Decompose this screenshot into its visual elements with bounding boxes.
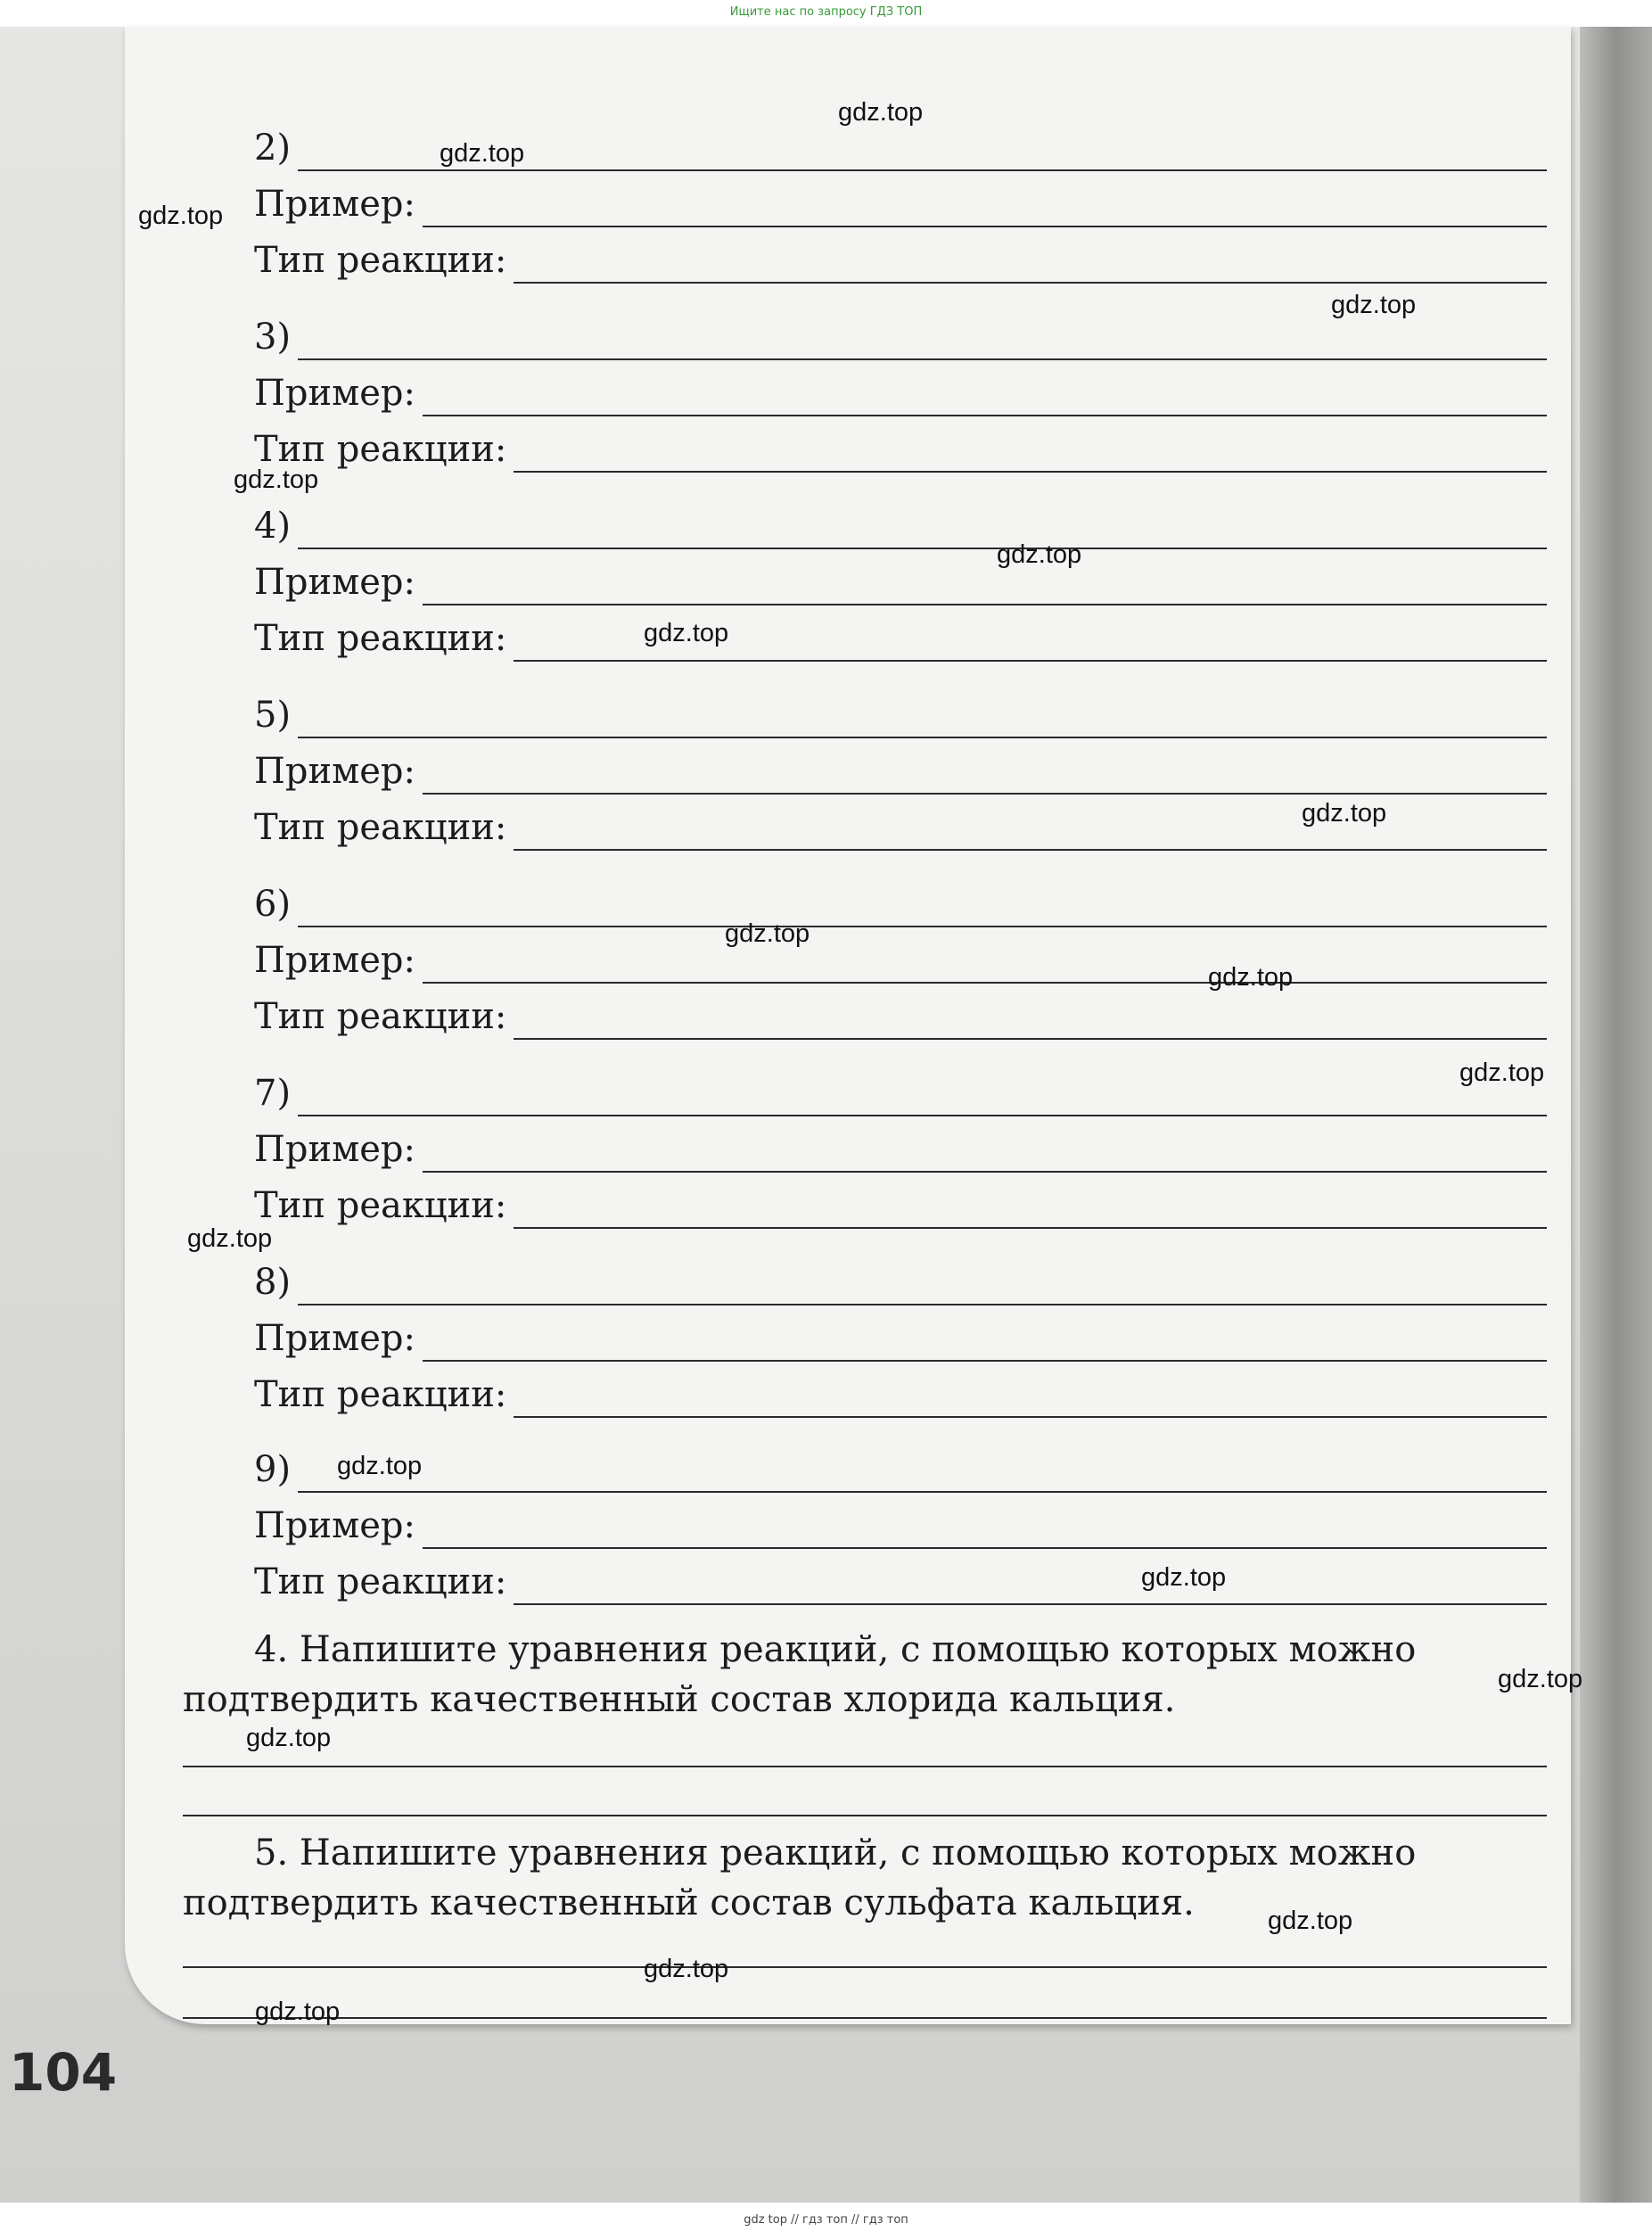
item-4-example-line	[254, 559, 1547, 605]
example-label: Пример:	[254, 751, 416, 792]
task-4-line-1: 4. Напишите уравнения реакций, с помощью которых можно	[254, 1629, 1417, 1670]
watermark: gdz.top	[246, 1724, 332, 1752]
watermark: gdz.top	[1268, 1907, 1353, 1935]
task-4	[183, 1625, 1547, 1725]
item-9-example-line	[254, 1503, 1547, 1549]
item-5-example-line	[254, 748, 1547, 795]
item-6-example-line	[254, 937, 1547, 984]
example-label: Пример:	[254, 1505, 416, 1546]
reaction-type-label: Тип реакции:	[254, 429, 507, 470]
item-6-type-line	[254, 993, 1547, 1040]
item-9-number-line	[254, 1446, 1547, 1493]
answer-line[interactable]	[298, 514, 1547, 549]
watermark: gdz.top	[187, 1224, 273, 1253]
answer-line[interactable]	[423, 381, 1547, 416]
example-label: Пример:	[254, 373, 416, 414]
answer-line[interactable]	[298, 1270, 1547, 1305]
answer-line[interactable]	[423, 570, 1547, 605]
item-number: 9)	[254, 1449, 292, 1490]
answer-line[interactable]	[514, 1382, 1547, 1418]
item-9-type-line	[254, 1559, 1547, 1605]
watermark: gdz.top	[1459, 1058, 1545, 1087]
item-5-number-line	[254, 692, 1547, 738]
watermark: gdz.top	[1331, 291, 1417, 319]
top-banner[interactable]: Ищите нас по запросу ГДЗ ТОП	[729, 5, 923, 19]
item-number: 5)	[254, 695, 292, 736]
answer-line[interactable]	[298, 892, 1547, 927]
watermark: gdz.top	[255, 1997, 341, 2026]
item-8-number-line	[254, 1259, 1547, 1305]
item-3-example-line	[254, 370, 1547, 416]
answer-line[interactable]	[298, 325, 1547, 360]
item-3-type-line	[254, 426, 1547, 473]
item-7-type-line	[254, 1182, 1547, 1229]
answer-line[interactable]	[514, 1193, 1547, 1229]
answer-line[interactable]	[514, 248, 1547, 284]
item-number: 3)	[254, 317, 292, 358]
answer-blank-line[interactable]	[183, 2017, 1547, 2019]
reaction-type-label: Тип реакции:	[254, 1185, 507, 1226]
item-number: 7)	[254, 1073, 292, 1114]
watermark: gdz.top	[1498, 1665, 1583, 1693]
item-number: 4)	[254, 506, 292, 547]
watermark: gdz.top	[644, 1955, 729, 1983]
example-label: Пример:	[254, 940, 416, 981]
answer-line[interactable]	[423, 759, 1547, 795]
example-label: Пример:	[254, 184, 416, 225]
example-label: Пример:	[254, 1318, 416, 1359]
item-7-number-line	[254, 1070, 1547, 1116]
answer-line[interactable]	[423, 1326, 1547, 1362]
book-spine-edge	[1580, 27, 1652, 2203]
watermark: gdz.top	[838, 98, 924, 127]
item-8-type-line	[254, 1371, 1547, 1418]
watermark: gdz.top	[337, 1452, 423, 1480]
footer-banner: gdz top // гдз топ // гдз топ	[744, 2213, 908, 2227]
watermark: gdz.top	[644, 619, 729, 647]
watermark: gdz.top	[725, 919, 810, 948]
task-4-line-2: подтвердить качественный состав хлорида кальция.	[183, 1679, 1176, 1720]
item-number: 6)	[254, 884, 292, 925]
answer-line[interactable]	[423, 1137, 1547, 1173]
item-3-number-line	[254, 314, 1547, 360]
answer-blank-line[interactable]	[183, 1966, 1547, 1968]
watermark: gdz.top	[1208, 963, 1294, 992]
watermark: gdz.top	[440, 139, 525, 168]
item-8-example-line	[254, 1315, 1547, 1362]
example-label: Пример:	[254, 562, 416, 603]
answer-line[interactable]	[298, 703, 1547, 738]
task-5-line-1: 5. Напишите уравнения реакций, с помощью которых можно	[254, 1833, 1417, 1874]
item-4-type-line	[254, 615, 1547, 662]
item-7-example-line	[254, 1126, 1547, 1173]
item-4-number-line	[254, 503, 1547, 549]
reaction-type-label: Тип реакции:	[254, 996, 507, 1037]
reaction-type-label: Тип реакции:	[254, 807, 507, 848]
answer-blank-line[interactable]	[183, 1815, 1547, 1816]
task-5-line-2: подтвердить качественный состав сульфата кальция.	[183, 1882, 1195, 1923]
reaction-type-label: Тип реакции:	[254, 618, 507, 659]
answer-line[interactable]	[514, 1004, 1547, 1040]
watermark: gdz.top	[234, 465, 319, 494]
watermark: gdz.top	[1302, 799, 1387, 828]
answer-blank-line[interactable]	[183, 1766, 1547, 1767]
reaction-type-label: Тип реакции:	[254, 1561, 507, 1602]
answer-line[interactable]	[423, 192, 1547, 227]
answer-line[interactable]	[298, 1457, 1547, 1493]
item-2-type-line	[254, 237, 1547, 284]
watermark: gdz.top	[1141, 1563, 1227, 1592]
reaction-type-label: Тип реакции:	[254, 240, 507, 281]
answer-line[interactable]	[514, 437, 1547, 473]
reaction-type-label: Тип реакции:	[254, 1374, 507, 1415]
item-number: 8)	[254, 1262, 292, 1303]
item-number: 2)	[254, 128, 292, 169]
answer-line[interactable]	[514, 815, 1547, 851]
example-label: Пример:	[254, 1129, 416, 1170]
answer-line[interactable]	[423, 1513, 1547, 1549]
item-2-example-line	[254, 181, 1547, 227]
page-number: 104	[9, 2042, 118, 2103]
watermark: gdz.top	[138, 202, 224, 230]
answer-line[interactable]	[514, 1569, 1547, 1605]
watermark: gdz.top	[997, 540, 1082, 569]
answer-line[interactable]	[298, 1081, 1547, 1116]
answer-line[interactable]	[423, 948, 1547, 984]
item-6-number-line	[254, 881, 1547, 927]
